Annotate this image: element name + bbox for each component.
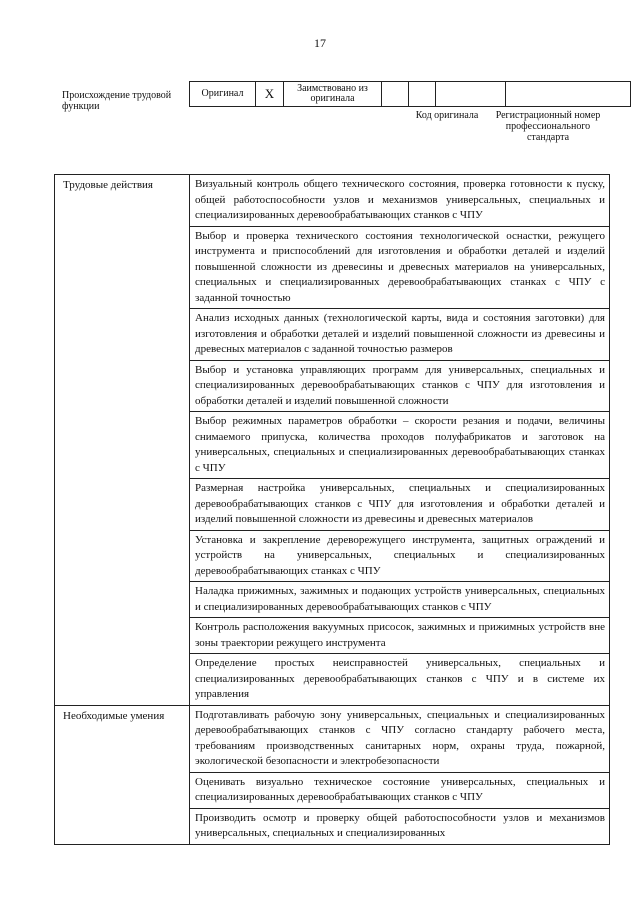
labor-action-item: Размерная настройка универсальных, специальных и специализированных деревообрабатывающих станков с ЧПУ для изготовления и обработки деталей и изделий повышенной сложности из древесины и древесных материалов (190, 479, 610, 531)
reg-number-caption: Регистрационный номер профессионального стандарта (495, 110, 601, 143)
reg-number-cell (506, 82, 631, 107)
labor-action-item: Выбор и проверка технического состояния технологической оснастки, режущего инструмента и приспособлений для изготовления и обработки деталей и изделий повышенной сложности из древесины и древесных материалов на универсальных, специальных и специализированных деревообрабатывающих станках с ЧПУ с заданной точностью (190, 226, 610, 309)
labor-action-item: Определение простых неисправностей универсальных, специальных и специализированных деревообрабатывающих станков с ЧПУ и в системе их управления (190, 654, 610, 706)
code-original-cell (436, 82, 506, 107)
origin-table (189, 81, 631, 107)
original-mark: X (256, 82, 284, 107)
required-skills-label: Необходимые умения (55, 705, 190, 844)
borrowed-cell: Заимствовано из оригинала (284, 82, 382, 107)
code-original-caption: Код оригинала (415, 110, 479, 121)
page-number: 17 (314, 36, 326, 50)
original-cell: Оригинал (190, 82, 256, 107)
labor-action-item: Контроль расположения вакуумных присосок, зажимных и прижимных устройств вне зоны траектории режущего инструмента (190, 618, 610, 654)
skill-item: Оценивать визуально техническое состояние универсальных, специальных и специализированных деревообрабатывающих станков с ЧПУ (190, 772, 610, 808)
table-row (55, 705, 610, 772)
skill-item: Подготавливать рабочую зону универсальных, специальных и специализированных деревообрабатывающих станков с ЧПУ согласно стандарту рабочего места, требованиям производственных санитарных норм, охраны труда, пожарной, экологической безопасности и электробезопасности (190, 705, 610, 772)
labor-action-item: Наладка прижимных, зажимных и подающих устройств универсальных, специальных и специализированных деревообрабатывающих станков с ЧПУ (190, 582, 610, 618)
table-row (55, 175, 610, 227)
spacer-cell (409, 82, 436, 107)
labor-actions-label: Трудовые действия (55, 175, 190, 706)
labor-action-item: Визуальный контроль общего технического состояния, проверка готовности к пуску, общей работоспособности узлов и механизмов универсальных, специальных и специализированных деревообрабатывающих станков с ЧПУ (190, 175, 610, 227)
labor-action-item: Анализ исходных данных (технологической карты, вида и состояния заготовки) для изготовления и обработки деталей и изделий повышенной сложности из древесины и древесных материалов с заданной точностью размеров (190, 309, 610, 361)
origin-label: Происхождение трудовой функции (62, 90, 172, 112)
labor-action-item: Выбор режимных параметров обработки – скорости резания и подачи, величины снимаемого припуска, количества проходов полуфабрикатов и заготовок на универсальных, специальных и специализированных деревообрабатывающих станках с ЧПУ (190, 412, 610, 479)
borrowed-mark-cell (382, 82, 409, 107)
skill-item: Производить осмотр и проверку общей работоспособности узлов и механизмов универсальных, специальных и специализированных (190, 808, 610, 844)
labor-function-table (54, 174, 610, 845)
labor-action-item: Установка и закрепление дереворежущего инструмента, защитных ограждений и устройств на универсальных, специальных и специализированных деревообрабатывающих станках с ЧПУ (190, 530, 610, 582)
labor-action-item: Выбор и установка управляющих программ для универсальных, специальных и специализированных деревообрабатывающих станков с ЧПУ для изготовления и обработки деталей и изделий повышенной сложности (190, 360, 610, 412)
